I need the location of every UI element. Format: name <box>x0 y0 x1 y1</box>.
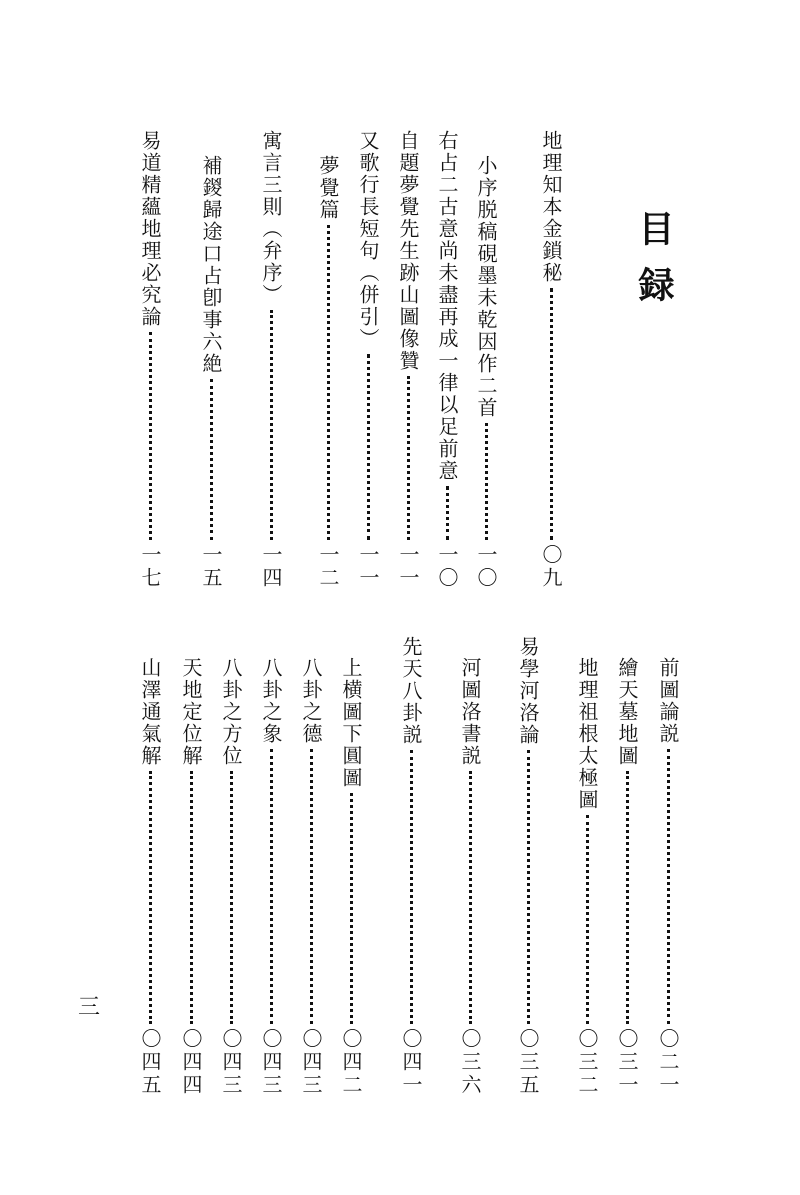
toc-entry-title: 地理知本金鎖秘 <box>539 130 563 284</box>
toc-entry-title: 補鍐歸途口占卽事六絶 <box>199 155 223 375</box>
toc-entry-page: 〇四三 <box>259 1028 283 1097</box>
toc-entry-page: 一一 <box>396 544 420 590</box>
toc-entry-title: 天地定位解 <box>179 657 203 767</box>
dot-leader <box>446 486 449 540</box>
toc-entry-title: 地理祖根太極圖 <box>575 657 599 811</box>
toc-entry-page: 〇四四 <box>179 1028 203 1097</box>
toc-entry[interactable] <box>538 130 564 590</box>
toc-entry[interactable] <box>398 636 424 1097</box>
toc-entry[interactable] <box>457 657 483 1097</box>
dot-leader <box>667 749 670 1024</box>
toc-entry-title: 小序脱稿硯墨未乾因作二首 <box>474 155 498 419</box>
dot-leader <box>230 771 233 1024</box>
page-number: 三 <box>78 995 101 1020</box>
dot-leader <box>367 354 370 540</box>
toc-entry[interactable] <box>258 130 284 590</box>
toc-entry-title: 又歌行長短句（併引） <box>356 130 380 350</box>
toc-entry-page: 〇四五 <box>138 1028 162 1097</box>
toc-entry[interactable] <box>315 155 341 590</box>
dot-leader <box>410 750 413 1024</box>
dot-leader <box>270 749 273 1024</box>
toc-entry-title: 八卦之德 <box>299 657 323 745</box>
page-title: 目録 <box>633 210 674 322</box>
toc-entry[interactable] <box>395 130 421 590</box>
toc-entry-page: 〇四一 <box>399 1028 423 1097</box>
toc-entry-page: 〇四三 <box>299 1028 323 1097</box>
toc-entry-title: 河圖洛書説 <box>458 657 482 767</box>
toc-entry[interactable] <box>355 130 381 590</box>
toc-entry-page: 〇三一 <box>615 1028 639 1097</box>
dot-leader <box>407 376 410 540</box>
toc-entry[interactable] <box>137 657 163 1097</box>
toc-entry-page: 〇九 <box>539 544 563 590</box>
dot-leader <box>350 793 353 1024</box>
toc-entry-title: 右占二古意尚未盡再成一律以足前意 <box>435 130 459 482</box>
toc-entry-page: 一四 <box>259 544 283 590</box>
toc-entry-page: 一二 <box>316 544 340 590</box>
toc-entry-title: 前圖論説 <box>656 657 680 745</box>
dot-leader <box>527 750 530 1024</box>
toc-entry[interactable] <box>198 155 224 590</box>
toc-entry-page: 一一 <box>356 544 380 590</box>
toc-entry-title: 繪天墓地圖 <box>615 657 639 767</box>
dot-leader <box>149 332 152 540</box>
toc-entry-page: 〇三二 <box>575 1028 599 1097</box>
toc-entry[interactable] <box>137 130 163 590</box>
dot-leader <box>586 815 589 1024</box>
toc-entry-page: 〇四三 <box>219 1028 243 1097</box>
dot-leader <box>550 288 553 540</box>
toc-entry-page: 〇三六 <box>458 1028 482 1097</box>
dot-leader <box>469 771 472 1024</box>
toc-entry[interactable] <box>298 657 324 1097</box>
dot-leader <box>270 310 273 540</box>
dot-leader <box>190 771 193 1024</box>
toc-entry-page: 〇三五 <box>516 1028 540 1097</box>
toc-entry[interactable] <box>218 657 244 1097</box>
toc-entry-page: 一〇 <box>474 544 498 590</box>
toc-entry-title: 山澤通氣解 <box>138 657 162 767</box>
toc-entry[interactable] <box>178 657 204 1097</box>
toc-entry-page: 〇二一 <box>656 1028 680 1097</box>
toc-entry-page: 一〇 <box>435 544 459 590</box>
toc-entry[interactable] <box>655 657 681 1097</box>
dot-leader <box>210 379 213 540</box>
toc-entry-title: 八卦之象 <box>259 657 283 745</box>
dot-leader <box>149 771 152 1024</box>
toc-entry[interactable] <box>473 155 499 590</box>
toc-entry-title: 先天八卦説 <box>399 636 423 746</box>
toc-entry-title: 易道精蘊地理必究論 <box>138 130 162 328</box>
toc-entry-title: 易學河洛論 <box>516 636 540 746</box>
toc-entry[interactable] <box>574 657 600 1097</box>
dot-leader <box>485 423 488 540</box>
toc-entry-title: 上横圖下圓圖 <box>339 657 363 789</box>
toc-entry[interactable] <box>338 657 364 1097</box>
toc-entry-page: 一七 <box>138 544 162 590</box>
toc-entry-title: 夢覺篇 <box>316 155 340 221</box>
dot-leader <box>626 771 629 1024</box>
toc-entry-title: 自題夢覺先生跡山圖像贊 <box>396 130 420 372</box>
dot-leader <box>327 225 330 540</box>
toc-entry-page: 〇四二 <box>339 1028 363 1097</box>
toc-entry[interactable] <box>434 130 460 590</box>
toc-entry[interactable] <box>614 657 640 1097</box>
toc-entry-title: 寓言三則（弁序） <box>259 130 283 306</box>
toc-entry-page: 一五 <box>199 544 223 590</box>
toc-entry[interactable] <box>515 636 541 1097</box>
toc-entry-title: 八卦之方位 <box>219 657 243 767</box>
dot-leader <box>310 749 313 1024</box>
toc-entry[interactable] <box>258 657 284 1097</box>
